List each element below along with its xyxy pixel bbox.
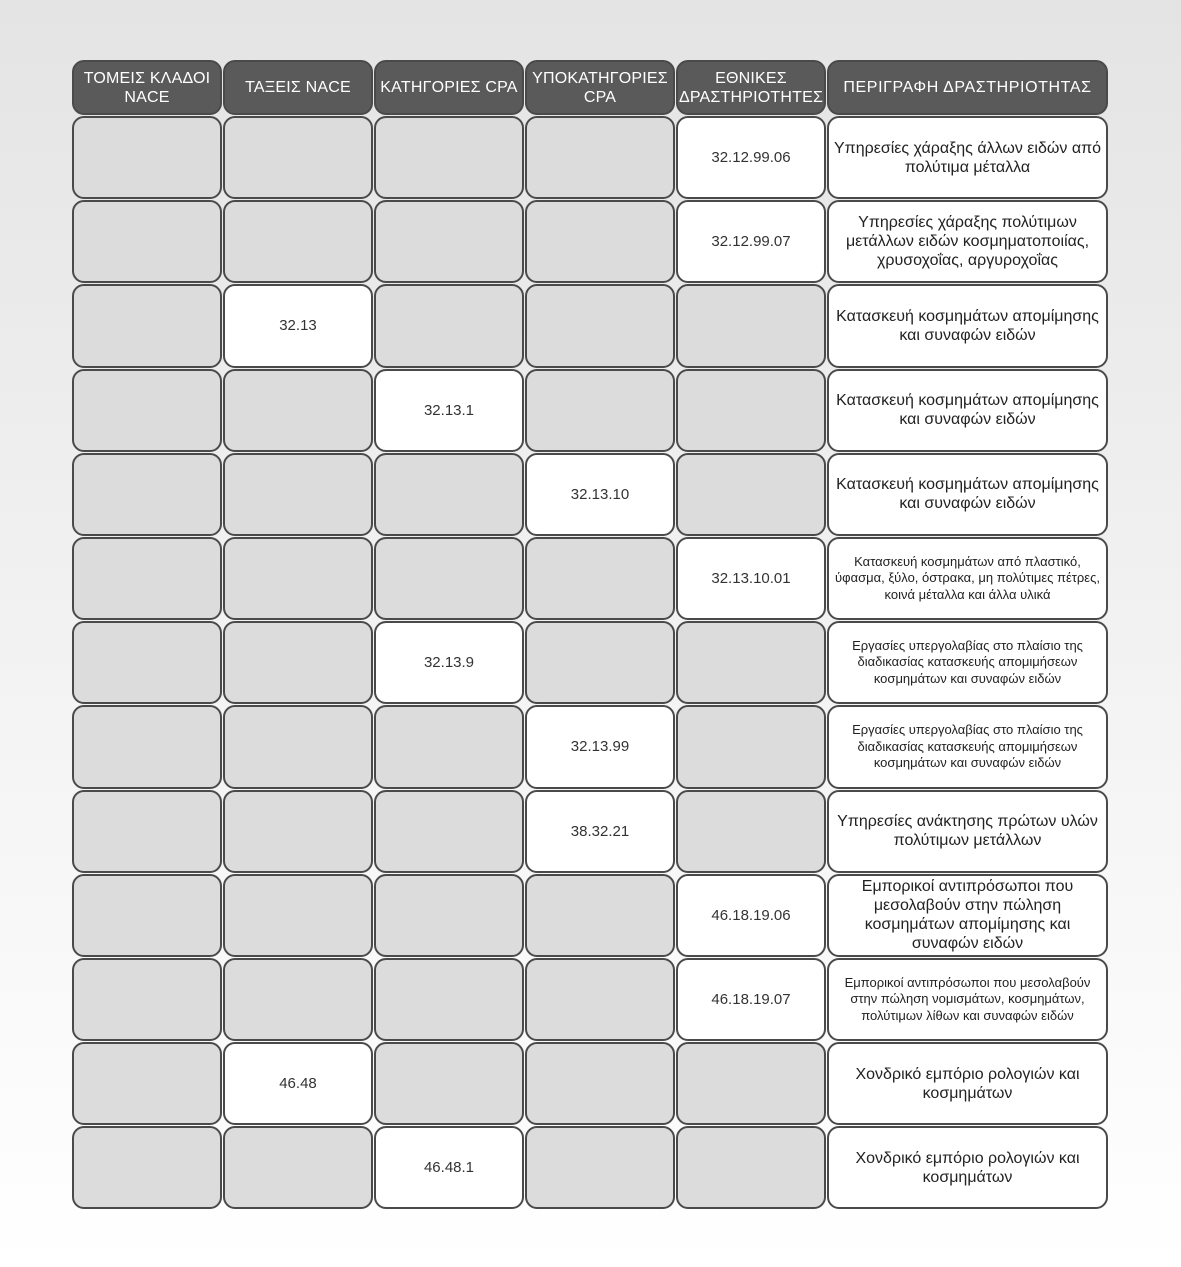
subcategory-cell: [525, 284, 675, 367]
table-row: [72, 537, 1109, 621]
subcategory-cell: 32.13.10: [525, 453, 675, 536]
table-row: [72, 369, 1109, 453]
subcategory-cell: [525, 1042, 675, 1125]
category-cell: [374, 790, 524, 873]
national-activity-cell: [676, 1126, 826, 1209]
national-activity-cell: [676, 790, 826, 873]
sector-cell: [72, 874, 222, 957]
class-cell: [223, 1126, 373, 1209]
nace-classification-table: [72, 60, 1109, 1210]
sector-cell: [72, 200, 222, 283]
sector-cell: [72, 116, 222, 199]
description-cell: Εργασίες υπεργολαβίας στο πλαίσιο της διαδικασίας κατασκευής απομιμήσεων κοσμημάτων και συναφών ειδών: [827, 705, 1108, 788]
subcategory-cell: [525, 621, 675, 704]
subcategory-cell: [525, 369, 675, 452]
description-cell: Εμπορικοί αντιπρόσωποι που μεσολαβούν στην πώληση νομισμάτων, κοσμημάτων, πολύτιμων λίθων και συναφών ειδών: [827, 958, 1108, 1041]
national-activity-cell: [676, 1042, 826, 1125]
class-cell: [223, 116, 373, 199]
category-cell: [374, 537, 524, 620]
description-cell: Κατασκευή κοσμημάτων από πλαστικό, ύφασμα, ξύλο, όστρακα, μη πολύτιμες πέτρες, κοινά μέταλλα και άλλα υλικά: [827, 537, 1108, 620]
description-cell: Κατασκευή κοσμημάτων απομίμησης και συναφών ειδών: [827, 369, 1108, 452]
description-cell: Εμπορικοί αντιπρόσωποι που μεσολαβούν στην πώληση κοσμημάτων απομίμησης και συναφών ειδών: [827, 874, 1108, 957]
description-cell: Υπηρεσίες χάραξης άλλων ειδών από πολύτιμα μέταλλα: [827, 116, 1108, 199]
sector-cell: [72, 1126, 222, 1209]
table-row: [72, 116, 1109, 200]
sector-cell: [72, 1042, 222, 1125]
table-row: [72, 1042, 1109, 1126]
description-cell: Χονδρικό εμπόριο ρολογιών και κοσμημάτων: [827, 1042, 1108, 1125]
subcategory-cell: [525, 874, 675, 957]
table-row: [72, 790, 1109, 874]
table-row: [72, 621, 1109, 705]
category-cell: [374, 116, 524, 199]
class-cell: [223, 537, 373, 620]
class-cell: [223, 200, 373, 283]
subcategory-cell: [525, 537, 675, 620]
class-cell: [223, 705, 373, 788]
category-cell: [374, 958, 524, 1041]
sector-cell: [72, 790, 222, 873]
header-classes-nace: ΤΑΞΕΙΣ NACE: [223, 60, 373, 115]
national-activity-cell: [676, 453, 826, 536]
national-activity-cell: [676, 705, 826, 788]
category-cell: [374, 453, 524, 536]
table-row: [72, 200, 1109, 284]
category-cell: 32.13.9: [374, 621, 524, 704]
sector-cell: [72, 284, 222, 367]
table-body: [72, 116, 1109, 1210]
class-cell: 46.48: [223, 1042, 373, 1125]
category-cell: [374, 284, 524, 367]
table-row: [72, 284, 1109, 368]
description-cell: Χονδρικό εμπόριο ρολογιών και κοσμημάτων: [827, 1126, 1108, 1209]
category-cell: 46.48.1: [374, 1126, 524, 1209]
class-cell: [223, 369, 373, 452]
category-cell: [374, 200, 524, 283]
class-cell: [223, 453, 373, 536]
national-activity-cell: 32.12.99.07: [676, 200, 826, 283]
sector-cell: [72, 537, 222, 620]
header-subcategories-cpa: ΥΠΟΚΑΤΗΓΟΡΙΕΣ CPA: [525, 60, 675, 115]
sector-cell: [72, 621, 222, 704]
description-cell: Υπηρεσίες χάραξης πολύτιμων μετάλλων ειδών κοσμηματοποιίας, χρυσοχοΐας, αργυροχοΐας: [827, 200, 1108, 283]
category-cell: 32.13.1: [374, 369, 524, 452]
sector-cell: [72, 453, 222, 536]
category-cell: [374, 1042, 524, 1125]
table-row: [72, 958, 1109, 1042]
national-activity-cell: 32.12.99.06: [676, 116, 826, 199]
table-header-row: [72, 60, 1109, 116]
description-cell: Εργασίες υπεργολαβίας στο πλαίσιο της διαδικασίας κατασκευής απομιμήσεων κοσμημάτων και συναφών ειδών: [827, 621, 1108, 704]
subcategory-cell: [525, 1126, 675, 1209]
category-cell: [374, 705, 524, 788]
table-row: [72, 453, 1109, 537]
class-cell: [223, 790, 373, 873]
class-cell: [223, 874, 373, 957]
header-national-activities: ΕΘΝΙΚΕΣ ΔΡΑΣΤΗΡΙΟΤΗΤΕΣ: [676, 60, 826, 115]
national-activity-cell: 46.18.19.07: [676, 958, 826, 1041]
national-activity-cell: 32.13.10.01: [676, 537, 826, 620]
header-activity-description: ΠΕΡΙΓΡΑΦΗ ΔΡΑΣΤΗΡΙΟΤΗΤΑΣ: [827, 60, 1108, 115]
subcategory-cell: 32.13.99: [525, 705, 675, 788]
national-activity-cell: 46.18.19.06: [676, 874, 826, 957]
description-cell: Κατασκευή κοσμημάτων απομίμησης και συναφών ειδών: [827, 284, 1108, 367]
sector-cell: [72, 958, 222, 1041]
table-row: [72, 874, 1109, 958]
table-row: [72, 705, 1109, 789]
header-sectors-nace: ΤΟΜΕΙΣ ΚΛΑΔΟΙ NACE: [72, 60, 222, 115]
national-activity-cell: [676, 621, 826, 704]
category-cell: [374, 874, 524, 957]
description-cell: Υπηρεσίες ανάκτησης πρώτων υλών πολύτιμων μετάλλων: [827, 790, 1108, 873]
subcategory-cell: [525, 116, 675, 199]
sector-cell: [72, 369, 222, 452]
national-activity-cell: [676, 369, 826, 452]
sector-cell: [72, 705, 222, 788]
class-cell: [223, 958, 373, 1041]
subcategory-cell: 38.32.21: [525, 790, 675, 873]
subcategory-cell: [525, 958, 675, 1041]
header-categories-cpa: ΚΑΤΗΓΟΡΙΕΣ CPA: [374, 60, 524, 115]
subcategory-cell: [525, 200, 675, 283]
class-cell: 32.13: [223, 284, 373, 367]
class-cell: [223, 621, 373, 704]
table-row: [72, 1126, 1109, 1210]
national-activity-cell: [676, 284, 826, 367]
description-cell: Κατασκευή κοσμημάτων απομίμησης και συναφών ειδών: [827, 453, 1108, 536]
